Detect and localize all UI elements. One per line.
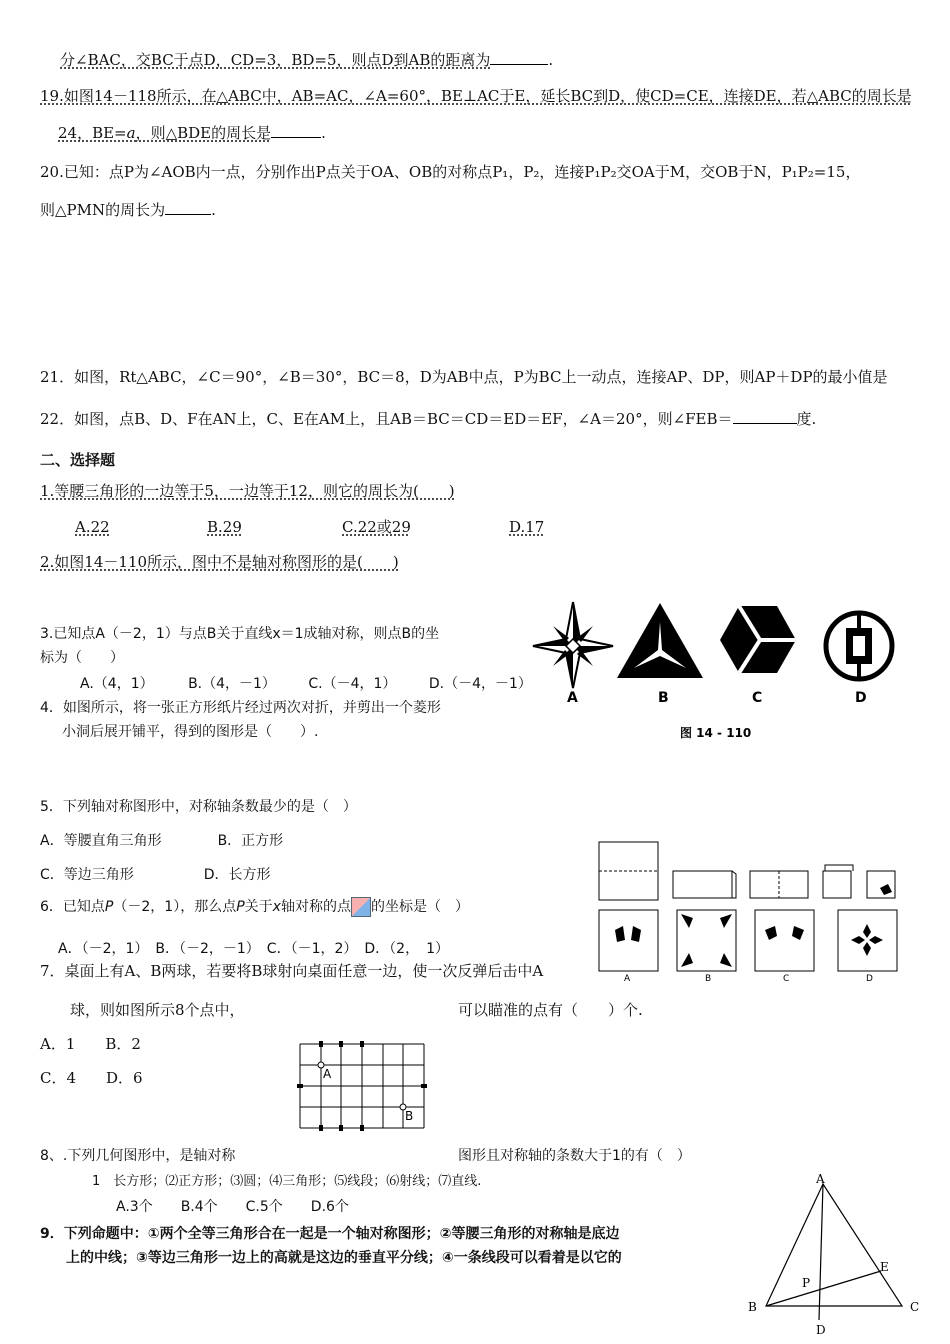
c5-stem: 5．下列轴对称图形中，对称轴条数最少的是（ ） [40, 799, 357, 815]
c3-line2: 标为（ ） [40, 650, 124, 666]
answer-blank [490, 50, 548, 65]
answer-blank [733, 409, 797, 424]
answer-blank [165, 200, 211, 215]
fig110-label-a: A [567, 690, 578, 706]
c7-options-ab: A．1 B．2 [40, 1035, 141, 1053]
c1-option-b: B.29 [207, 518, 242, 536]
figure-14-110 [530, 596, 910, 746]
fold-label-d: D [866, 974, 873, 984]
c4-line1: 4．如图所示，将一张正方形纸片经过两次对折，并剪出一个菱形 [40, 700, 441, 716]
answer-blank [271, 123, 321, 138]
c4-line2: 小洞后展开铺平，得到的图形是（ ）. [62, 724, 319, 740]
c1-option-a: A.22 [75, 518, 110, 536]
billiard-grid-figure [294, 1038, 430, 1134]
section-heading: 二、选择题 [40, 451, 116, 469]
c8-line1a: 8、.下列几何图形中，是轴对称 [40, 1148, 236, 1164]
c1-stem: 1.等腰三角形的一边等于5，一边等于12，则它的周长为( ) [40, 482, 455, 500]
folding-figure [593, 838, 913, 984]
fold-label-a: A [624, 974, 631, 984]
fig110-label-c: C [752, 690, 763, 706]
c2-stem: 2.如图14－110所示，图中不是轴对称图形的是( ) [40, 553, 399, 571]
triangle-figure [617, 603, 703, 678]
tri-label-c: C [910, 1300, 920, 1314]
tri-label-b: B [748, 1300, 757, 1314]
coin-figure [826, 613, 892, 679]
q19-line2: 24，BE=a，则△BDE的周长是 . [58, 124, 326, 142]
c1-option-c: C.22或29 [342, 518, 411, 536]
q20-line1: 20.已知：点P为∠AOB内一点，分别作出P点关于OA、OB的对称点P₁，P₂，连接P₁P₂交OA于M，交OB于N，P₁P₂=15， [40, 163, 861, 181]
c7-line1: 7．桌面上有A、B两球，若要将B球射向桌面任意一边，使一次反弹后击中A [40, 962, 544, 980]
q21: 21．如图，Rt△ABC，∠C＝90°，∠B＝30°，BC＝8，D为AB中点，P为BC上一动点，连接AP、DP，则AP＋DP的最小值是 [40, 368, 888, 386]
c5-options-cd: C．等边三角形 D．长方形 [40, 867, 271, 883]
grid-label-a: A [323, 1067, 332, 1081]
fig110-label-b: B [658, 690, 669, 706]
c1-option-d: D.17 [509, 518, 545, 536]
grid-label-b: B [405, 1109, 414, 1123]
small-image-icon [351, 897, 371, 917]
tri-label-p: P [802, 1276, 811, 1290]
c6-options: A．（－2，1） B．（－2，－1） C．（－1，2） D．（2， 1） [58, 941, 449, 957]
fig110-caption: 图 14 - 110 [680, 726, 752, 740]
tri-label-e: E [880, 1260, 889, 1274]
c9-line1: 9．下列命题中：①两个全等三角形合在一起是一个轴对称图形；②等腰三角形的对称轴是底边 [40, 1226, 620, 1242]
q22: 22．如图，点B、D、F在AN上，C、E在AM上，且AB＝BC＝CD＝ED＝EF，∠A＝20°，则∠FEB＝ 度. [40, 410, 817, 428]
tri-label-d: D [816, 1323, 826, 1337]
c7-options-cd: C．4 D．6 [40, 1069, 143, 1087]
triangle-abc-figure [740, 1170, 930, 1340]
c8-options: A.3个 B.4个 C.5个 D.6个 [116, 1199, 349, 1215]
fold-label-b: B [705, 974, 712, 984]
q20-line2: 则△PMN的周长为 . [40, 201, 216, 219]
fold-label-c: C [783, 974, 790, 984]
c3-options: A.（4，1） B.（4，－1） C.（－4，1） D.（－4，－1） [80, 676, 532, 692]
q18-tail: 分∠BAC，交BC于点D，CD=3，BD=5，则点D到AB的距离为 . [60, 51, 554, 69]
c9-line2: 上的中线；③等边三角形一边上的高就是这边的垂直平分线；④一条线段可以看着是以它的 [66, 1250, 622, 1266]
c7-line2b: 可以瞄准的点有（ ）个. [458, 1001, 643, 1019]
compass-star-figure [533, 602, 613, 688]
c3-line1: 3.已知点A（－2，1）与点B关于直线x＝1成轴对称，则点B的坐 [40, 626, 440, 642]
c8-line1b: 图形且对称轴的条数大于1的有（ ） [458, 1148, 691, 1164]
q19-line1: 19.如图14－118所示，在△ABC中，AB=AC，∠A=60°，BE⊥AC于E，延长BC到D，使CD=CE，连接DE，若△ABC的周长是 [40, 87, 912, 105]
c7-line2a: 球，则如图所示8个点中， [70, 1001, 245, 1019]
hexagon-figure [720, 606, 796, 673]
c6-stem: 6．已知点P（－2，1），那么点P关于x轴对称的点 的坐标是（ ） [40, 899, 469, 915]
fig110-label-d: D [855, 690, 867, 706]
tri-label-a: A [816, 1172, 825, 1186]
c5-options-ab: A．等腰直角三角形 B．正方形 [40, 833, 284, 849]
c8-line2: 1 长方形；⑵正方形；⑶圆；⑷三角形；⑸线段；⑹射线；⑺直线. [92, 1174, 482, 1189]
